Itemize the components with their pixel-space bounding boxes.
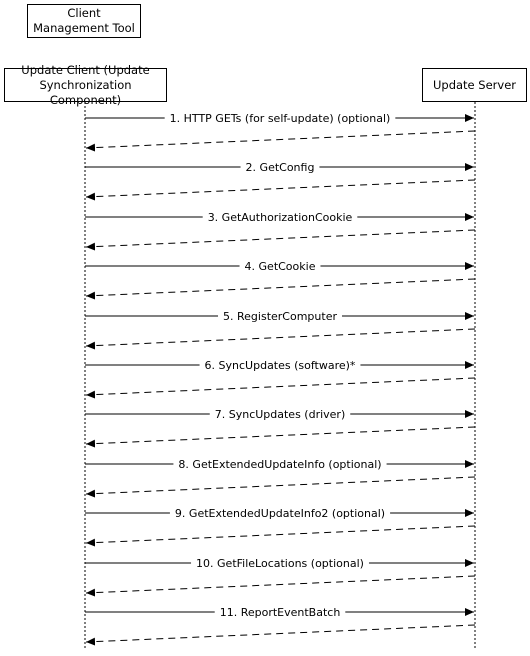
message-label: 6. SyncUpdates (software)* [204, 359, 356, 372]
update-client-line1: Update Client (Update [21, 62, 150, 77]
response-arrow [86, 329, 475, 346]
response-arrow [86, 576, 475, 593]
response-arrow [86, 378, 475, 395]
message-label: 11. ReportEventBatch [219, 606, 341, 619]
update-server-label: Update Server [432, 77, 516, 92]
message-label: 9. GetExtendedUpdateInfo2 (optional) [174, 507, 386, 520]
response-arrow [86, 625, 475, 642]
message-label: 3. GetAuthorizationCookie [207, 211, 353, 224]
message-label: 4. GetCookie [244, 260, 316, 273]
client-management-tool-line1: Client [67, 6, 101, 20]
message-label: 2. GetConfig [245, 161, 315, 174]
update-client-line2: Synchronization Component) [39, 77, 132, 107]
response-arrow [86, 427, 475, 444]
response-arrow [86, 526, 475, 543]
client-management-tool-box [27, 4, 141, 38]
response-arrow [86, 131, 475, 148]
client-management-tool-line2: Management Tool [33, 21, 135, 35]
response-arrow [86, 279, 475, 296]
update-client-box [4, 62, 167, 107]
message-label: 7. SyncUpdates (driver) [214, 408, 346, 421]
message-label: 8. GetExtendedUpdateInfo (optional) [178, 458, 382, 471]
response-arrow [86, 180, 475, 197]
update-server-box [422, 68, 527, 102]
message-label: 10. GetFileLocations (optional) [196, 557, 364, 570]
messages [85, 112, 475, 642]
message-label: 5. RegisterComputer [223, 310, 337, 323]
response-arrow [86, 477, 475, 494]
response-arrow [86, 230, 475, 247]
message-label: 1. HTTP GETs (for self-update) (optional) [169, 112, 391, 125]
